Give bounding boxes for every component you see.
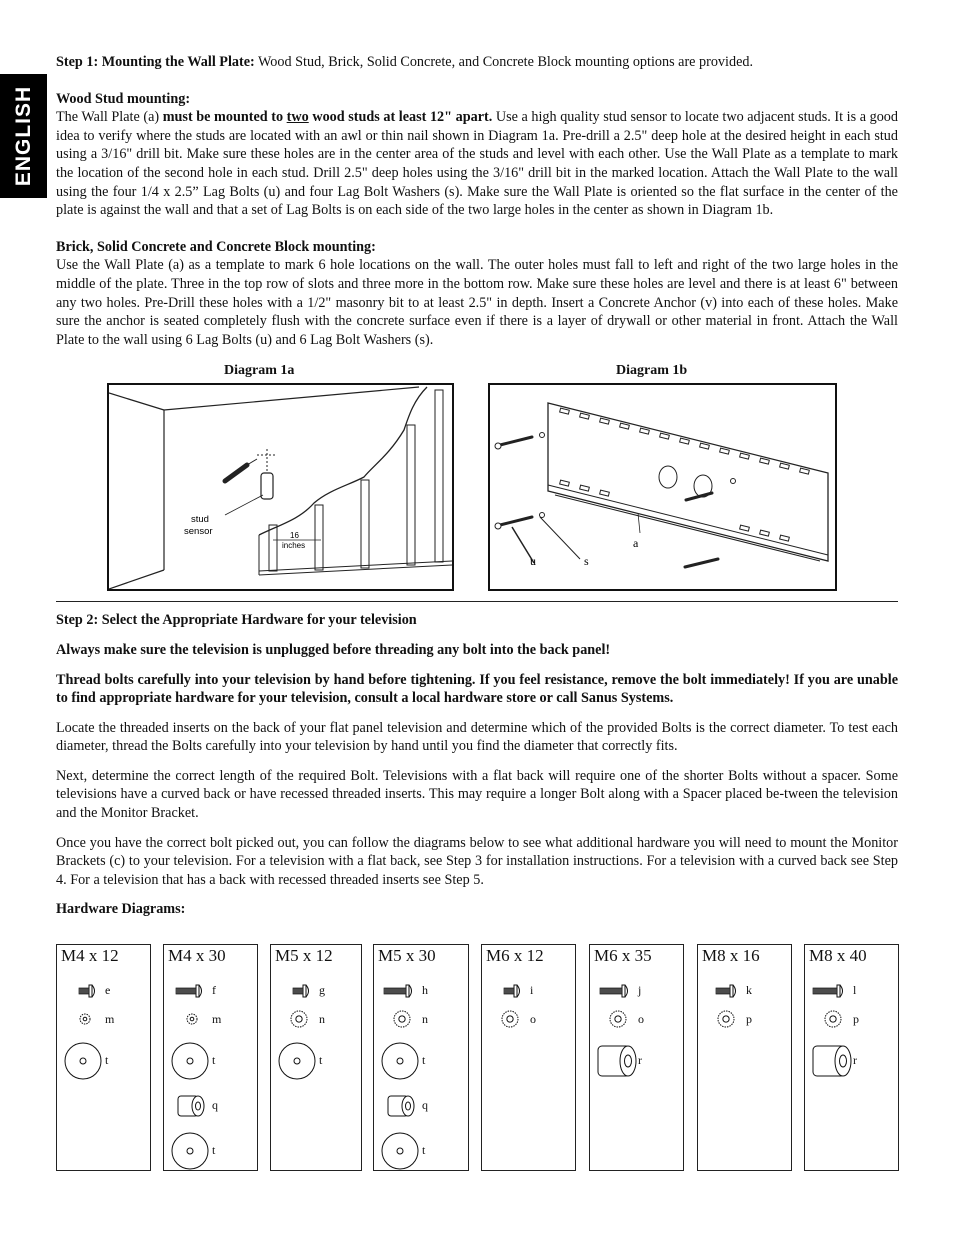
spacer-washer-icon [65,1043,101,1079]
washer-letter: p [853,1012,859,1026]
bolt-icon [813,985,843,997]
part-letter: t [422,1143,426,1157]
bolt-icon [504,985,520,997]
bolt-letter: k [746,983,752,997]
washer-letter: o [638,1012,644,1026]
part-letter: r [853,1053,857,1067]
washer-letter: n [319,1012,325,1026]
washer-letter: m [105,1012,115,1026]
bolt-icon [600,985,628,997]
spacer-washer-icon [172,1043,208,1079]
part-letter: t [212,1143,216,1157]
dimension-inches: inches [282,541,306,551]
washer-letter: o [530,1012,536,1026]
spacer-washer-icon [382,1133,418,1169]
hardware-box [270,944,362,1171]
hardware-box [589,944,684,1171]
page-content [56,53,898,919]
wood-heading: Wood Stud mounting: [56,90,191,107]
part-letter: q [422,1098,428,1112]
stud-label: stud [191,514,209,526]
diagram-1a [107,383,454,591]
washer-icon [394,1011,410,1027]
brick-heading: Brick, Solid Concrete and Concrete Block mounting: [56,238,376,255]
washer-icon [825,1011,841,1027]
hardware-size-label: M5 x 12 [275,946,333,965]
washer-icon [610,1011,626,1027]
bolt-letter: h [422,983,428,997]
bolt-letter: j [638,983,642,997]
large-spacer-icon [598,1046,636,1076]
hardware-box [804,944,899,1171]
large-spacer-icon [813,1046,851,1076]
hardware-box [697,944,792,1171]
washer-icon [291,1011,307,1027]
bolt-letter: f [212,983,216,997]
warning-unplug: Always make sure the television is unplugged before threading any bolt into the back panel! [56,641,611,658]
language-tab [0,74,47,198]
label-a: a [633,536,639,551]
hardware-box [481,944,576,1171]
step2-heading: Step 2: Select the Appropriate Hardware for your television [56,612,417,629]
part-letter: t [422,1053,426,1067]
hardware-size-label: M4 x 12 [61,946,119,965]
spacer-washer-icon [172,1133,208,1169]
bolt-icon [79,985,95,997]
hardware-size-label: M4 x 30 [168,946,226,965]
part-letter: t [319,1053,323,1067]
diagram-1b [488,383,837,591]
part-letter: t [105,1053,109,1067]
hardware-box [56,944,151,1171]
hardware-size-label: M6 x 12 [486,946,544,965]
small-spacer-icon [178,1096,204,1116]
bolt-icon [293,985,309,997]
bolt-letter: g [319,983,325,997]
diagram-1b-title: Diagram 1b [616,363,688,379]
spacer-washer-icon [279,1043,315,1079]
washer-letter: n [422,1012,428,1026]
washer-icon [187,1014,197,1024]
hardware-size-label: M6 x 35 [594,946,652,965]
bolt-letter: i [530,983,534,997]
label-u: u [530,554,536,569]
wall-plate-illustration [490,385,835,589]
diagram-1a-title: Diagram 1a [224,363,295,379]
bolt-letter: l [853,983,857,997]
washer-icon [718,1011,734,1027]
sensor-label: sensor [184,526,213,538]
hardware-size-label: M8 x 40 [809,946,867,965]
step1-intro: Wood Stud, Brick, Solid Concrete, and Concrete Block mounting options are provided. [254,54,754,70]
hardware-size-label: M5 x 30 [378,946,436,965]
part-letter: q [212,1098,218,1112]
bolt-icon [176,985,202,997]
part-letter: t [212,1053,216,1067]
hardware-box [163,944,258,1171]
washer-letter: m [212,1012,222,1026]
step2-paragraph-1: Locate the threaded inserts on the back of your flat panel television and determine which of the provided Bolts is the correct diameter. To test each diameter, thread the Bolts carefully into your television by hand until you find the diameter that correctly fits. [56,719,898,755]
small-spacer-icon [388,1096,414,1116]
stud-sensor-icon [225,449,277,499]
wall-stud-illustration [109,385,452,589]
language-tab-label: ENGLISH [11,85,35,187]
step1-heading: Step 1: Mounting the Wall Plate: [56,54,255,70]
step1-paragraph [56,53,898,72]
brick-paragraph: Use the Wall Plate (a) as a template to mark 6 hole locations on the wall. The outer holes must fall to left and right of the two large holes in the middle of the plate. Three in the top row of slots and three more in the bottom row. Make sure these holes are level and there is at least 6" between any two holes. Pre-Drill these holes with a 1/2" masonry bit to at least 2.5" in depth. Insert a Concrete Anchor (v) into each of these holes. Make sure the anchor is seated completely flush with the concrete surface even if there is a layer of drywall or other material in front. Attach the Wall Plate to the wall using 6 Lag Bolts (u) and 6 Lag Bolt Washers (s). [56,257,898,348]
dimension-16: 16 [290,531,299,541]
part-letter: r [638,1053,642,1067]
bolt-letter: e [105,983,111,997]
step2-paragraph-2: Next, determine the correct length of the required Bolt. Televisions with a flat back will require one of the shorter Bolts without a spacer. Some televisions have a curved back or have recessed threaded inserts. This may require a longer Bolt along with a Spacer placed be-tween the television and the Monitor Bracket. [56,767,898,822]
step2-paragraph-3: Once you have the correct bolt picked out, you can follow the diagrams below to see what additional hardware you will need to mount the Monitor Brackets (c) to your television. For a television with a flat back, see Step 3 for installation instructions. For a television with a curved back see Step 4. For a television that has a back with recessed threaded inserts see Step 5. [56,834,898,888]
hardware-size-label: M8 x 16 [702,946,760,965]
washer-icon [80,1014,90,1024]
label-s: s [584,554,589,569]
spacer-washer-icon [382,1043,418,1079]
warning-thread: Thread bolts carefully into your television by hand before tightening. If you feel resistance, remove the bolt immediately! If you are unable to find appropriate hardware for your television, consult a local hardware store or call Sanus Systems. [56,671,898,707]
washer-icon [502,1011,518,1027]
bolt-icon [384,985,412,997]
bolt-icon [716,985,736,997]
wood-paragraph: The Wall Plate (a) must be mounted to two wood studs at least 12" apart. Use a high quality stud sensor to locate two adjacent studs. It is a good idea to verify where the studs are located with an awl or thin nail shown in Diagram 1a. Pre-drill a 2.5" deep hole at the desired height in each stud using a 3/16" drill bit. Make sure these holes are in the center area of the studs and level with each other. Use the Wall Plate as a template to mark the location of the second hole in each stud. Drill 2.5" deep holes using the 3/16" drill bit in the marked location. Attach the Wall Plate to the wall using the four 1/4 x 2.5” Lag Bolts (u) and four Lag Bolt Washers (s). Make sure the Wall Plate is oriented so the flat surface in the center of the plate is against the wall and that a set of Lag Bolts is on each side of the two large holes in the center as shown in Diagram 1b. [56,109,898,219]
hardware-box [373,944,469,1171]
hardware-heading: Hardware Diagrams: [56,901,186,918]
washer-letter: p [746,1012,752,1026]
